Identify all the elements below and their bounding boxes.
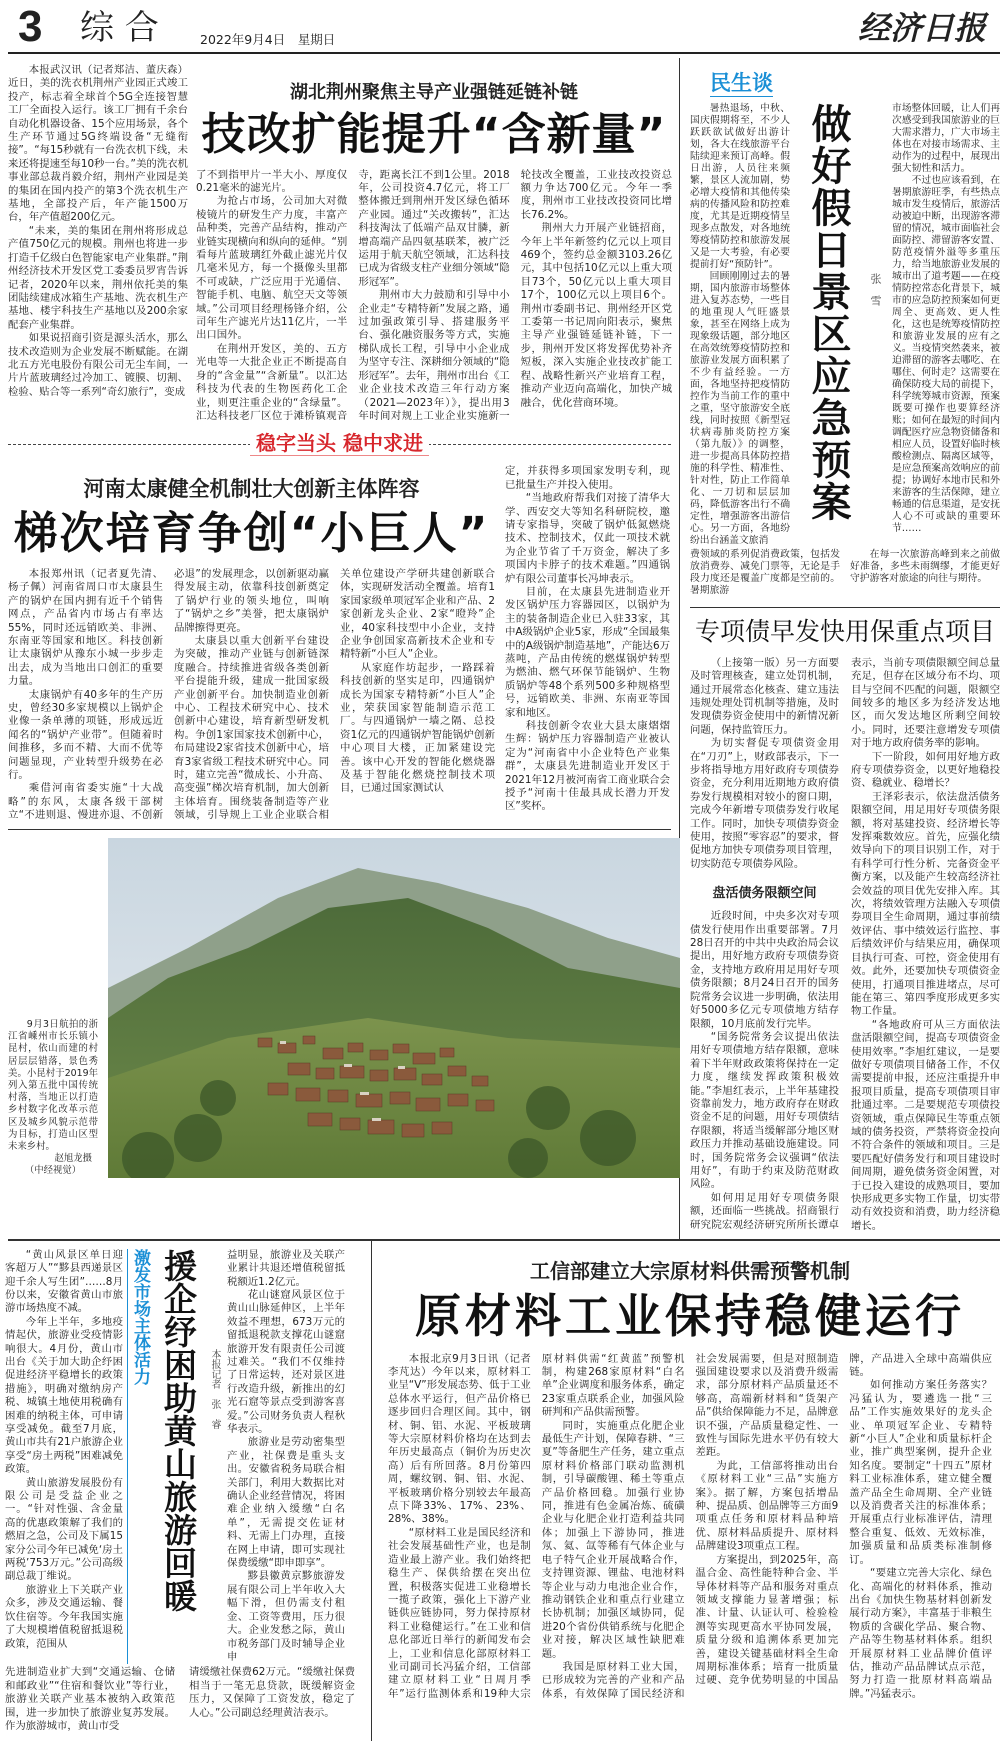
upper-right-area xyxy=(680,58,1000,1239)
issue-date: 2022年9月4日 星期日 xyxy=(200,32,336,47)
editorial xyxy=(690,103,1000,547)
upper-section xyxy=(0,58,1000,1239)
editorial-bottom-left xyxy=(690,549,840,597)
photo-source: （中经视觉） xyxy=(24,1165,82,1177)
banner-slogan: 稳字当头 稳中求进 xyxy=(250,431,429,456)
article-paragraph: 不过也应该看到，在暑期旅游旺季，有些热点城市发生疫情后，旅游活动被迫中断，出现游客滞留的情况，城市面临社会面防控、滞留游客安置、防范疫情外溢等多重压力，给当地旅游业发展的城市出了道考题——在疫情防控常态化背景下，城市的应急防控预案如何更周全、更高效、更人性化，这也是统筹疫情防控和旅游业发展的应有之义。当疫情突然袭来，被迫滞留的游客去哪吃、在哪住、何时走？这需要在确保防疫大局的前提下，科学统筹城市资源，预案既要可操作也要算经济账；如何在最短的时间内调配医疗应急物资储备和相应人员，设置好临时核酸检测点、隔离区域等，是应急预案高效响应的前提；协调好本地市民和外来游客的生活保障，建立畅通的信息渠道，是安抚人心不可或缺的重要环节…… xyxy=(892,175,1000,534)
banner xyxy=(8,429,671,459)
article-paragraph: 费领域的系列促消费政策，包括发放消费券、减免门票等，无论是手段力度还是覆盖广度都是空前的。暑期旅游 xyxy=(690,549,840,596)
huangshan-column-label: 激发市场主体活力 xyxy=(127,1249,151,1665)
photo-row xyxy=(8,838,671,1178)
editorial-right-column xyxy=(892,103,1000,547)
article-paragraph: 市场整体回暖，让人们再次感受到我国旅游业的巨大需求潜力，广大市场主体也在对接市场需求、主动作为的过程中，展现出强大韧性和活力。 xyxy=(892,103,1000,174)
upper-left-area xyxy=(0,58,680,1239)
article-paragraph: 科技创新令农业大县太康熠熠生辉：锅炉压力容器制造产业被认定为“河南省中小企业特色产业集群”，太康县先进制造业开发区于2021年12月被河南省工商业联合会授予“河南十佳最具成长潜力开发区”奖杯。 xyxy=(505,720,670,813)
article-paragraph: 为此，工信部将推动出台《原材料工业“三品”实施方案》。据了解，方案包括增品种、提品质、创品牌等三方面9项重点任务和原材料品种培优、原材料品质提升、原材料品牌建设3项重点工程。 xyxy=(695,1459,839,1553)
article-paragraph: 下一阶段，如何用好地方政府专项债券资金，以更好地稳投资、稳就业、稳增长？ xyxy=(851,750,1000,790)
henan-story xyxy=(8,465,671,822)
article-paragraph: 我国是原材料工业大国，已形成较为完善的产业和产品体系，有效保障了国民经济和社会发展需要，但是对照制造强国建设要求以及消费升级需求，部分原材料产品质量还不够高，高端新材料和“货架产品”供给保障能力不足，品牌意识不强，产品质量稳定性、一致性与国际先进水平仍有较大差距。 xyxy=(541,1352,839,1700)
article-paragraph: 旅游业是劳动密集型产业，社保费是重头支出。安徽省税务局联合相关部门，利用大数据比对确认企业经营情况，将困难企业纳入缓缴“白名单”，无需提交佐证材料、无需上门办理，直接在网上申请，即可实现社保费缓缴“即申即享”。 xyxy=(227,1436,345,1570)
article-paragraph: “要建立完善大宗化、绿色化、高端化的材料体系，推动出台《加快生物基材料创新发展行动方案》，丰富基于非粮生物质的含碳化学品、聚合物、产品等生物基材料体系。组织开展原材料工业品牌价值评估，推动产品品牌试点示范，努力打造一批原材料高端品牌。”冯猛表示。 xyxy=(849,1567,992,1700)
article-paragraph: 如何用足用好专项债务限额，还面临一些挑战。招商银行研究院宏观经济研究所所长谭卓表示，当前专项债限额空间总量充足，但存在区域分布不均、项目与空间不匹配的问题，限额空间较多的地区多为经济发达地区，而欠发达地区所剩空间较小。同时，还要注意增发专项债对于地方政府债务率的影响。 xyxy=(690,656,1000,1231)
article-paragraph: 从家庭作坊起步，一路踩着科技创新的坚实足印，四通锅炉成长为国家专精特新“小巨人”企业，荣获国家智能制造示范工厂。与四通锅炉一墙之隔、总投资1亿元的四通锅炉智能锅炉创新中心项目大楼，正加紧建设完善。该中心开发的智能化燃烧器及基于智能化燃烧控制技术项目，已通过国家测试认 xyxy=(340,661,495,795)
article-paragraph: 本报武汉讯（记者郑洁、董庆森）近日，美的洗衣机荆州产业园正式竣工投产，标志着全球首个5G全连接智慧工厂全面投入运行。该工厂拥有千余台自动化机器设备、15个应用场景，各个生产环节通过5G终端设备“无缝衔接”。“每15秒就有一台洗衣机下线，未来还将提速至每10秒一台。”美的洗衣机事业部总裁肖毅介绍，荆州产业园是美的集团在国内投产的第3个洗衣机生产基地，全部投产后，年产能1500万台，年产值超200亿元。 xyxy=(8,64,188,224)
article-paragraph: 为切实督促专项债资金用在“刀刃”上，财政部表示，下一步将指导地方用好政府专项债券资金，充分利用近期地方政府债券发行规模相对较小的窗口期，完成今年新增专项债券发行收尾工作。同时，加快专项债券资金使用，按照“零容忍”的要求，督促地方加快专项债券项目管理，切实防范专项债券风险。 xyxy=(690,737,839,870)
top-story-kicker: 湖北荆州聚焦主导产业强链延链补链 xyxy=(290,82,578,103)
huangshan-left-column xyxy=(5,1249,123,1665)
article-paragraph: 本报郑州讯（记者夏先清、杨子佩）河南省周口市太康县生产的锅炉在国内拥有近千个销售网点，产品省内市场占有率达55%，同时还远销欧美、非洲、东南亚等国家和地区。科技创新让太康锅炉从豫东小城一步步走出去，成为当地出口创汇的重要力量。 xyxy=(8,567,163,688)
article-paragraph: “原材料工业是国民经济和社会发展基础性产业，也是制造业最上游产业。我们始终把稳生产、保供给摆在突出位置，积极落实促进工业稳增长一揽子政策，强化上下游产业链供应链协同，努力保持原材料工业稳健运行。”在工业和信息化部近日举行的新闻发布会上，工业和信息化部原材料工业司副司长冯猛介绍，工信部建立原材料工业“日周月季年”运行监测体系和19种大宗原材料供需“红黄蓝”预警机制，构建268家原材料“白名单”企业调度和服务体系，确定23家重点联系企业，加强风险研判和产品供需预警。 xyxy=(388,1352,685,1700)
article-paragraph: 黟县徽黄京黟旅游发展有限公司上半年收入大幅下滑，但仍需支付租金、工资等费用，压力很大。企业发愁之际，黄山市税务部门及时辅导企业申 xyxy=(227,1570,345,1663)
photo-image xyxy=(108,838,680,1178)
huangshan-top xyxy=(5,1249,361,1665)
huangshan-bottom-right xyxy=(189,1666,355,1733)
materials-story xyxy=(372,1241,1000,1741)
photo-credit: 赵旭龙摄 xyxy=(54,1153,92,1165)
article-paragraph: “当地政府帮我们对接了清华大学、西安交大等知名科研院校，邀请专家指导，突破了锅炉低氮燃烧技术、控制技术，仅此一项技术就为企业节省了千万资金，解决了多项国内卡脖子的技术难题。”四通锅炉有限公司董事长冯坤表示。 xyxy=(505,492,670,585)
henan-story-kicker: 河南太康健全机制壮大创新主体阵容 xyxy=(83,476,420,502)
editorial-column-label: 民生谈 xyxy=(710,71,773,95)
editorial-bottom-rule xyxy=(690,607,1000,608)
huangshan-author: 本报记者 张 睿 xyxy=(209,1348,220,1429)
henan-story-right-column xyxy=(505,465,670,822)
article-paragraph: 旅游业上下关联产业众多，涉及交通运输、餐饮住宿等。今年我国实施了大规模增值税留抵退税政策，范围从 xyxy=(5,1583,123,1650)
article-paragraph: 了不到指甲片一半大小、厚度仅0.21毫米的滤光片。 xyxy=(196,168,348,194)
lower-section xyxy=(0,1241,1000,1741)
article-paragraph: 方案提出，到2025年，高温合金、高性能特种合金、半导体材料等产品和服务对重点领域支撑能力显著增强；标准、计量、认证认可、检验检测等实现更高水平协同发展，质量分级和追溯体系更加完善，建设关键基础材料全生命周期标准体系；培育一批质量过硬、竞争优势明显的中国品牌，产品进入全球中高端供应链。 xyxy=(695,1352,992,1687)
masthead xyxy=(0,0,1000,58)
article-paragraph: 回顾刚刚过去的暑期，国内旅游市场整体进入复苏态势，一些目的地重现人气旺盛景象，甚至在网络上成为现象级话题，部分地区在高效统筹疫情防控和旅游业发展方面积累了不少有益经验。一方面，各地坚持把疫情防控作为当前工作的重中之重，坚守旅游安全底线，同时按照《新型冠状病毒肺炎防控方案（第九版）》的调整，进一步提高具体防控措施的科学性、精准性、针对性，防止工作简单化、一刀切和层层加码，降低游客出行不确定性，增强游客出游信心。另一方面，各地纷纷出台涵盖文旅消 xyxy=(690,271,790,546)
editorial-left-column xyxy=(690,103,790,547)
article-paragraph: “未来，美的集团在荆州将形成总产值750亿元的规模。荆州也将进一步打造千亿级白色智能家电产业集群。”荆州经济技术开发区党工委委员罗宵告诉记者，2020年以来，荆州依托美的集团陆续建成冰箱生产基地、洗衣机生产基地、楼宇科技生产基地以及200余家配套产业集群。 xyxy=(8,224,188,331)
article-paragraph: 目前，在太康县先进制造业开发区锅炉压力容器园区，以锅炉为主的装备制造企业已入驻33家，其中A级锅炉企业5家，形成“全国最集中的A级锅炉制造基地”，产能达6万蒸吨，产品由传统的燃煤锅炉转型为燃油、燃气环保节能锅炉、生物质锅炉等48个系列500多种规格型号，远销欧美、非洲、东南亚等国家和地区。 xyxy=(505,585,670,719)
top-story xyxy=(8,64,671,423)
article-paragraph: 太康锅炉有40多年的生产历史，曾经30多家规模以上锅炉企业像一条单薄的项链，形成远近闻名的“锅炉产业带”。但随着时间推移，多而不精、大而不优等问题显现，产业转型升级势在必行。 xyxy=(8,688,163,781)
materials-story-kicker: 工信部建立大宗原材料供需预警机制 xyxy=(530,1258,850,1283)
article-paragraph: 荆州市大力鼓励和引导中小企业走“专精特新”发展之路，通过加强政策引导、搭建服务平台、强化融资服务等方式，实施梯队成长工程，引导中小企业成为坚守专注、深耕细分领域的“隐形冠军”。去年，荆州市出台《工业企业技术改造三年行动方案（2021—2023年）》，提出用3年时间对规上工业企业实施新一轮技改全覆盖，工业技改投资总额力争达700亿元。今年一季度，荆州市工业技改投资同比增长76.2%。 xyxy=(358,168,672,422)
henan-story-body xyxy=(8,568,495,823)
editorial-bottom-right xyxy=(850,549,1000,597)
top-story-body xyxy=(196,169,672,424)
article-paragraph: 同时，实施重点化肥企业最低生产计划，保障春耕、“三夏”等备肥生产任务，建立重点原材料价格部门联动监测机制，引导碳酸锂、稀土等重点产品价格回稳。加强行业协同，推进有色金属冶炼、硫磺企业与化肥企业打造利益共同体；加强上下游协同，推进氖、氦、氙等稀有气体企业与电子特气企业开展战略合作，支持锂资源、锂盐、电池材料等企业与动力电池企业合作，推动钢铁企业和重点行业建立长协机制；加强区域协同，促进20个省份供销系统与化肥企业对接，解决区域性缺肥难题。 xyxy=(541,1419,685,1660)
article-paragraph: 暑热退场，中秋、国庆假期将至，不少人跃跃欲试做好出游计划，各大在线旅游平台陆续迎来预订高峰。假日出游，人员往来频繁，景区人流加剧，势必增大疫情和其他传染病的传播风险和防控难度，尤其是近期疫情呈现多点散发，对各地统筹疫情防控和旅游发展又是一大考验，有必要提前打好“预防针”。 xyxy=(690,103,790,270)
article-paragraph: 今年上半年，多地疫情起伏，旅游业受疫情影响很大。4月份，黄山市出台《关于加大助企纾困促进经济平稳增长的政策措施》，明确对缴纳房产税、城镇土地使用税确有困难的纳税主体，可申请享受减免。截至7月底，黄山市共有21户旅游企业享受“房土两税”困难减免政策。 xyxy=(5,1315,123,1476)
huangshan-bottom xyxy=(5,1666,361,1733)
photo-caption xyxy=(8,1019,98,1178)
bond-story-part-a xyxy=(690,657,839,872)
article-paragraph: 乘借河南省委实施“十大战略”的东风，太康各级干部树立“不进则退、慢进亦退、不创新必退”的发展理念，以创新驱动赢得发展主动，依靠科技创新奠定了锅炉行业的领头地位，叫响了“锅炉之乡”美誉，把太康锅炉品牌擦得更亮。 xyxy=(8,567,329,822)
article-paragraph: 如何推动方案任务落实？冯猛认为，要遴选一批“三品”工作实施效果好的龙头企业、单项冠军企业、专精特新“小巨人”企业和质量标杆企业，推广典型案例，提升企业知名度。要制定“十四五”原材料工业标准体系，建立健全覆盖产品全生命周期、全产业链以及消费者关注的标准体系；开展重点行业标准评估，清理整合重复、低效、无效标准，加强质量和品质类标准制修订。 xyxy=(849,1379,992,1566)
article-paragraph: 太康县以重大创新平台建设为突破，推动产业链与创新链深度融合。持续推进省级各类创新平台提能升级，建成一批国家级产业创新平台。加快制造业创新中心、工程技术研究中心、技术创新中心建设，培育新型研发机构。争创1家国家技术创新中心，布局建设2家省技术创新中心，培育3家省级工程技术研究中心。同时，建立完善“微成长、小升高、高变强”梯次培育机制，加大创新主体培育。围绕装备制造等产业领域，引导规上工业企业联合相关单位建设产学研共建创新联合体，实现研发活动全覆盖。培育1家国家级单项冠军企业和产品、2家创新龙头企业、2家“瞪羚”企业，40家科技型中小企业，支持企业争创国家高新技术企业和专精特新“小巨人”企业。 xyxy=(174,567,495,822)
article-paragraph: 请缓缴社保费62万元。“缓缴社保费相当于一笔无息贷款，既缓解资金压力，又保障了工资发放，稳定了人心。”公司副总经理黄洁表示。 xyxy=(189,1666,355,1719)
article-paragraph: “国务院常务会议提出依法用好专项债地方结存限额，意味着下半年财政政策将保持在一定力度，继续发挥政策积极效能。”李旭红表示，上半年基建投资靠前发力，地方政府存在财政资金不足的问题，用好专项债结存限额，将适当缓解部分地区财政压力并推动基础设施建设。同时，国务院常务会议强调“依法用好”，有助于约束及防范财政风险。 xyxy=(690,1030,839,1191)
section-title: 综 合 xyxy=(80,8,159,48)
editorial-bottom xyxy=(690,549,1000,597)
article-paragraph: 先进制造业扩大到“交通运输、仓储和邮政业”“住宿和餐饮业”等行业，旅游业关联产业基本被纳入政策范围，进一步加快了旅游业复苏发展。作为旅游城市，黄山市受 xyxy=(5,1666,175,1732)
village-aerial-photo xyxy=(108,838,680,1178)
paper-logo: 经济日报 xyxy=(857,9,986,47)
huangshan-story xyxy=(0,1241,372,1741)
masthead-rule xyxy=(8,52,1000,54)
huangshan-bottom-left xyxy=(5,1666,175,1733)
top-story-main xyxy=(196,64,672,423)
article-paragraph: 王泽彩表示，依法盘活债务限额空间，用足用好专项债务限额，将对基建投资、经济增长等发挥乘数效应。首先，应强化绩效导向下的项目识别工作，对于有科学可行性分析、完备资金平衡方案，以及能产生较高经济社会效益的项目优先安排入库。其次，将绩效管理方法融入专项债券项目全生命周期，通过事前绩效评估、事中绩效运行监控、事后绩效评价与结果应用，确保项目执行可查、可控，资金使用有效。此外，还要加快专项债资金使用，打通项目推进堵点，尽可能在第三、第四季度形成更多实物工作量。 xyxy=(851,790,1000,1018)
huangshan-headline: 援企纾困助黄山旅游回暖 xyxy=(159,1248,198,1612)
materials-story-headline: 原材料工业保持稳健运行 xyxy=(415,1288,965,1343)
article-paragraph: 益明显，旅游业及关联产业累计共退还增值税留抵税额近1.2亿元。 xyxy=(227,1248,345,1288)
bond-story-headline: 专项债早发快用保重点项目 xyxy=(694,617,995,646)
article-paragraph: 本报北京9月3日讯（记者李芃达）今年以来，原材料工业呈“V”形发展态势、低于工业总体水平运行，但产品价格已逐步回归合理区间。其中，钢材、铜、铝、水泥、平板玻璃等大宗原材料价格均在达到去年历史最高点（铜价为历史次高）后有所回落。8月份第四周，螺纹钢、铜、铝、水泥、平板玻璃价格分别较去年最高点下降33%、17%、23%、28%、38%。 xyxy=(388,1352,531,1526)
article-paragraph: 如果说招商引资是源头活水，那么技术改造则为企业发展不断赋能。在湖北五方光电股份有限公司无尘车间，一片片蓝玻璃经过冷加工、镀膜、切割、检验、贴合等一系列“奇幻旅行”，变成 xyxy=(8,332,188,398)
materials-story-body xyxy=(388,1353,992,1702)
photo-caption-text: 9月3日航拍的浙江省嵊州市长乐镇小昆村，依山而建的村居层层错落，景色秀美。小昆村于2019年列入第五批中国传统村落，当地正以打造乡村数字化改革示范区及城乡风貌示范带为目标，打造山区型未来乡村。 xyxy=(8,1018,98,1153)
henan-bottom-rule xyxy=(8,829,671,830)
article-paragraph: （上接第一版）另一方面要及时管理核查，建立处罚机制，通过开展常态化核查、建立违法违规处理处罚机制等措施，及时发现债券资金使用中的新情况新问题，保持监管压力。 xyxy=(690,656,839,736)
article-paragraph: 荆州大力开展产业链招商，今年上半年新签约亿元以上项目469个，签约总金额3103.26亿元，其中包括10亿元以上重大项目73个，50亿元以上重大项目17个，100亿元以上项目6个。荆州市委副书记、荆州经开区党工委第一书记周向阳表示，聚焦主导产业强链延链补链，下一步，荆州开发区将发挥优势补齐短板，深入实施企业技改扩能工程、战略性新兴产业培育工程，推动产业迈向高端化，加快产城融合，优化营商环境。 xyxy=(520,222,672,409)
article-paragraph: 为抢占市场，公司加大对微棱镜片的研发生产力度，丰富产品种类，完善产品结构，推动产业链实现横向和纵向的延伸。“别看每片蓝玻璃红外截止滤光片仅几毫米见方，每一个摄像头里都不可或缺，广泛应用于光通信、智能手机、电脑、航空天文等领域。”公司项目经理杨锋介绍，公司年生产滤光片达11亿片，一半出口国外。 xyxy=(196,195,348,342)
top-story-headline: 技改扩能提升“含新量” xyxy=(201,109,667,160)
page-number: 3 xyxy=(18,2,43,51)
article-paragraph: 定，并获得多项国家发明专利，现已批量生产并投入使用。 xyxy=(505,465,670,491)
article-paragraph: 在每一次旅游高峰到来之前做好准备，多些未雨绸缪，才能更好守护游客对旅途的向往与期待。 xyxy=(850,549,1000,584)
editorial-author: 张 雪 xyxy=(869,273,882,306)
article-paragraph: 在荆州开发区，美的、五方光电等一大批企业正不断提高自身的“含金量”“含新量”。以汇达科技为代表的生物医药化工企业，则更注重企业的“含绿量”。汇达科技老厂区位于滩桥镇观音寺，距离长江不到1公里。2018年，公司投资4.7亿元，将工厂整体搬迁到荆州开发区绿色循环产业园。通过“关改搬转”，汇达科技淘汰了低端产品双甘膦，新增高端产品四氨基联苯，被广泛运用于航天航空领域，汇达科技已成为省级支柱产业细分领域“隐形冠军”。 xyxy=(196,168,510,422)
bond-story-body xyxy=(690,657,1000,1233)
huangshan-right-column xyxy=(227,1249,345,1665)
article-paragraph: 黄山旅游发展股份有限公司是受益企业之一。“针对性强、含金量高的优惠政策解了我们的燃眉之急，公司及下属15家分公司今年已减免‘房土两税’753万元。”公司高级副总裁丁维说。 xyxy=(5,1476,123,1583)
article-paragraph: “各地政府可从三方面依法盘活限额空间，提高专项债资金使用效率。”李旭红建议，一是要做好专项债项目储备工作，不仅需要提前申报，还应注重提升申报项目质量，提高专项债项目审批通过率。二是要规范专项债投资领域，重点保障民生等重点领域的债务投资，严禁将资金投向不符合条件的领域和项目。三是要匹配好债务发行和项目建设时间周期，避免债务资金闲置，对于已投入建设的成熟项目，要加快形成更多实物工作量，切实带动有效投资和消费，助力经济稳增长。 xyxy=(851,1018,1000,1232)
article-paragraph: 近段时间，中央多次对专项债发行使用作出重要部署。7月28日召开的中共中央政治局会议提出，用好地方政府专项债券资金，支持地方政府用足用好专项债务限额；8月24日召开的国务院常务会议进一步明确，依法用好5000多亿元专项债地方结存限额，10月底前发行完毕。 xyxy=(690,910,839,1030)
article-paragraph: 花山谜窟风景区位于黄山山脉延伸区，上半年效益不理想，673万元的留抵退税款支撑花山谜窟旅游开发有限责任公司渡过难关。“我们不仅维持了日常运转，还对景区进行改造升级，新推出的幻光石窟等景点受到游客喜爱。”公司财务负责人程秋华表示。 xyxy=(227,1288,345,1435)
henan-story-headline: 梯次培育争创“小巨人” xyxy=(13,508,490,560)
editorial-headline: 做好假日景区应急预案 xyxy=(805,103,851,523)
henan-story-main xyxy=(8,465,495,822)
top-story-lead-column xyxy=(8,64,188,423)
bond-story-subhead: 盘活债务限额空间 xyxy=(712,886,817,902)
article-paragraph: “黄山风景区单日迎客超万人”“黟县西递景区迎千余人写生团”……8月份以来，安徽省黄山市旅游市场热度不减。 xyxy=(5,1248,123,1315)
